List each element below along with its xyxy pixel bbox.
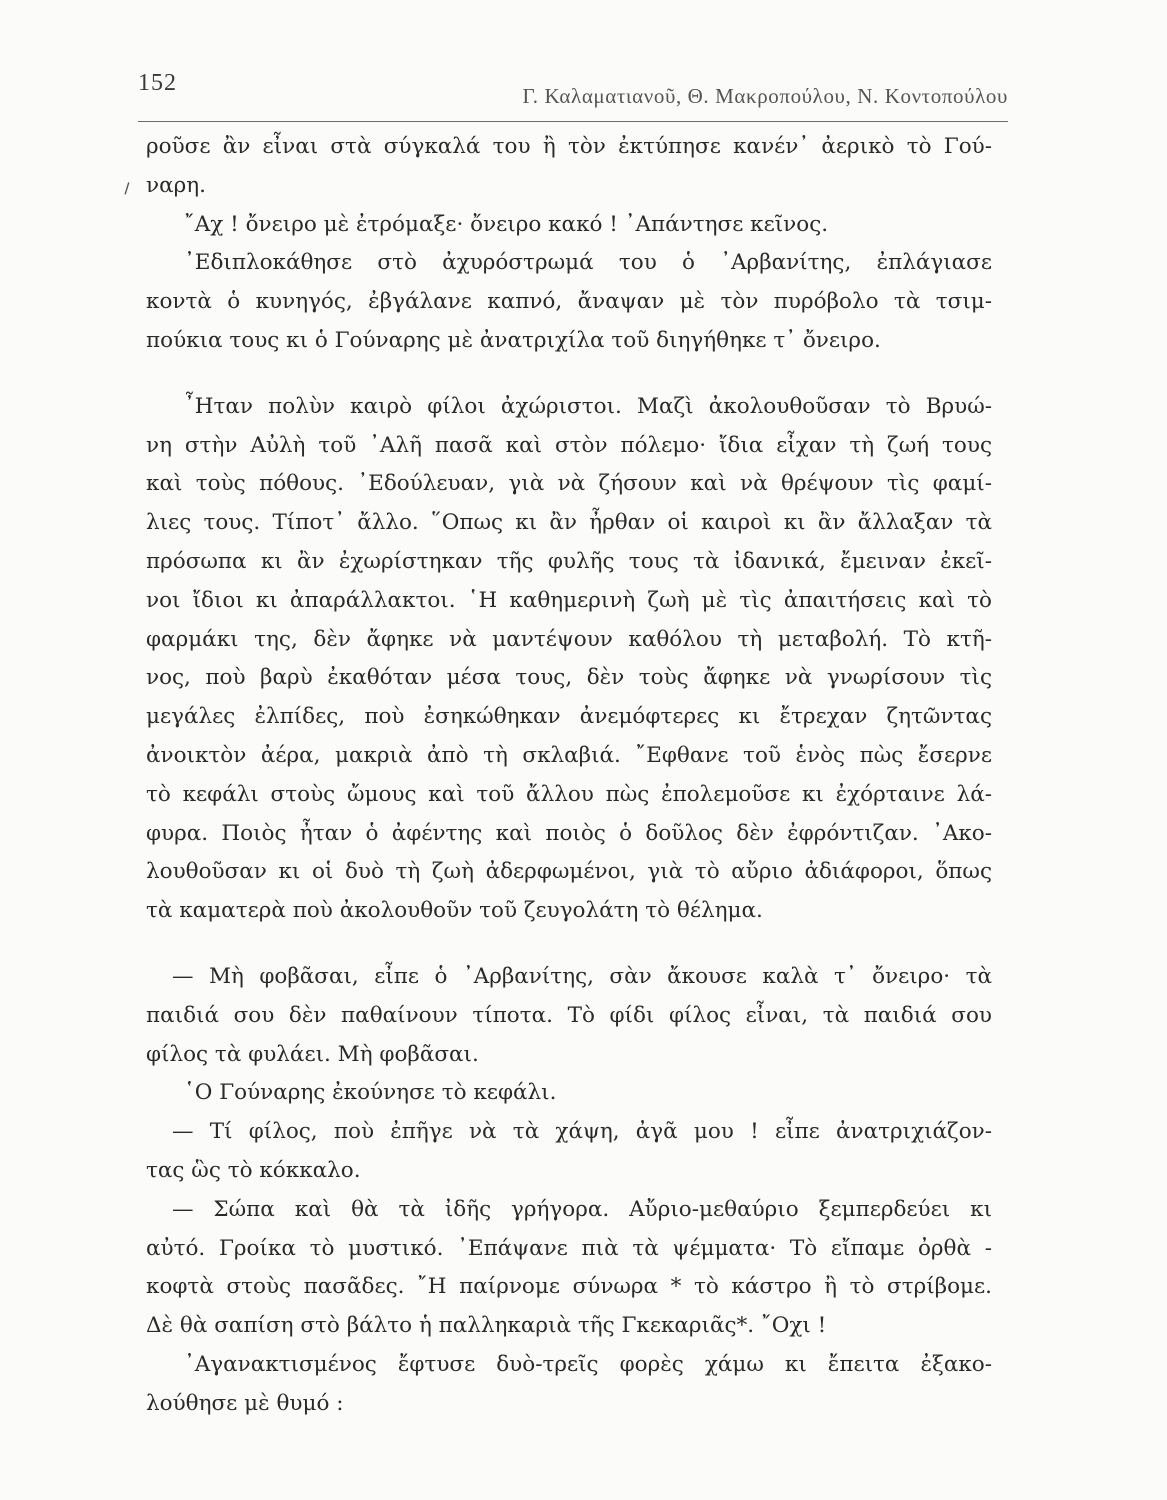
text-line: μεγάλες ἐλπίδες, ποὺ ἐσηκώθηκαν ἀνεμόφτερες κι ἔτρεχαν ζητῶντας xyxy=(146,704,992,730)
margin-pencil-mark: ⸝ xyxy=(111,167,137,200)
text-line: πρόσωπα κι ἂν ἐχωρίστηκαν τῆς φυλῆς τους τὰ ἰδανικά, ἔμειναν ἐκεῖ- xyxy=(146,548,992,574)
text-line: τὸ κεφάλι στοὺς ὤμους καὶ τοῦ ἄλλου πὼς ἐπολεμοῦσε κι ἐχόρταινε λά- xyxy=(146,781,992,807)
text-line: λιες τους. Τίποτ᾽ ἄλλο. ῞Οπως κι ἂν ἦρθαν οἱ καιροὶ κι ἂν ἄλλαξαν τὰ xyxy=(146,510,992,536)
paragraph-gap xyxy=(146,361,992,388)
running-title: Γ. Καλαματιανοῦ, Θ. Μακροπούλου, Ν. Κοντοπούλου xyxy=(522,84,1008,108)
text-line: καὶ τοὺς πόθους. ᾽Εδούλευαν, γιὰ νὰ ζήσουν καὶ νὰ θρέψουν τὶς φαμί- xyxy=(146,471,992,497)
text-line: — Τί φίλος, ποὺ ἐπῆγε νὰ τὰ χάψη, ἀγᾶ μου ! εἶπε ἀνατριχιάζον- xyxy=(172,1119,992,1145)
text-line: τας ὣς τὸ κόκκαλο. xyxy=(146,1157,361,1183)
text-line: λούθησε μὲ θυμό : xyxy=(146,1390,344,1416)
text-line: νοι ἴδιοι κι ἀπαράλλακτοι. ῾Η καθημερινὴ ζωὴ μὲ τὶς ἀπαιτήσεις καὶ τὸ xyxy=(146,587,992,613)
text-line: νη στὴν Αὐλὴ τοῦ ᾽Αλῆ πασᾶ καὶ στὸν πόλεμο· ἴδια εἶχαν τὴ ζωή τους xyxy=(146,432,992,458)
paragraph-gap xyxy=(146,931,992,958)
text-line: παιδιά σου δὲν παθαίνουν τίποτα. Τὸ φίδι φίλος εἶναι, τὰ παιδιά σου xyxy=(146,1002,992,1028)
page-header xyxy=(138,64,1008,108)
page-number: 152 xyxy=(138,70,177,96)
text-line: ῾Ο Γούναρης ἐκούνησε τὸ κεφάλι. xyxy=(184,1080,557,1106)
text-line: νος, ποὺ βαρὺ ἐκαθόταν μέσα τους, δὲν τοὺς ἄφηκε νὰ γνωρίσουν τὶς xyxy=(146,665,992,691)
text-line: ροῦσε ἂν εἶναι στὰ σύγκαλά του ἢ τὸν ἐκτύπησε κανέν᾽ ἀερικὸ τὸ Γού- xyxy=(146,134,992,159)
header-rule xyxy=(138,121,1008,122)
text-line: πούκια τους κι ὁ Γούναρης μὲ ἀνατριχίλα τοῦ διηγήθηκε τ᾽ ὄνειρο. xyxy=(146,327,881,353)
text-line: — Μὴ φοβᾶσαι, εἶπε ὁ ᾽Αρβανίτης, σὰν ἄκουσε καλὰ τ᾽ ὄνειρο· τὰ xyxy=(172,963,992,989)
text-line: ναρη. xyxy=(146,172,206,198)
text-line: λουθοῦσαν κι οἱ δυὸ τὴ ζωὴ ἀδερφωμένοι, γιὰ τὸ αὔριο ἀδιάφοροι, ὅπως xyxy=(146,859,992,885)
text-line: αὐτό. Γροίκα τὸ μυστικό. ᾽Επάψανε πιὰ τὰ ψέμματα· Τὸ εἴπαμε ὀρθὰ - xyxy=(146,1235,992,1261)
text-line: ῏Ηταν πολὺν καιρὸ φίλοι ἀχώριστοι. Μαζὶ ἀκολουθοῦσαν τὸ Βρυώ- xyxy=(184,393,992,419)
text-line: τὰ καματερὰ ποὺ ἀκολουθοῦν τοῦ ζευγολάτη τὸ θέλημα. xyxy=(146,898,763,924)
text-line: ᾽Αγανακτισμένος ἔφτυσε δυὸ-τρεῖς φορὲς χάμω κι ἔπειτα ἐξακο- xyxy=(184,1351,992,1377)
body-text xyxy=(146,128,992,1424)
text-line: — Σώπα καὶ θὰ τὰ ἰδῆς γρήγορα. Αὔριο-μεθαύριο ξεμπερδεύει κι xyxy=(172,1196,992,1222)
text-line: Δὲ θὰ σαπίση στὸ βάλτο ἡ παλληκαριὰ τῆς Γκεκαριᾶς*. ῎Οχι ! xyxy=(146,1313,827,1339)
text-line: κοντὰ ὁ κυνηγός, ἐβγάλανε καπνό, ἄναψαν μὲ τὸν πυρόβολο τὰ τσιμ- xyxy=(146,289,992,315)
text-line: ἀνοικτὸν ἀέρα, μακριὰ ἀπὸ τὴ σκλαβιά. ῎Εφθανε τοῦ ἑνὸς πὼς ἔσερνε xyxy=(146,742,992,768)
text-line: φαρμάκι της, δὲν ἄφηκε νὰ μαντέψουν καθόλου τὴ μεταβολή. Τὸ κτῆ- xyxy=(146,626,992,652)
text-line: φυρα. Ποιὸς ἦταν ὁ ἀφέντης καὶ ποιὸς ὁ δοῦλος δὲν ἐφρόντιζαν. ᾽Ακο- xyxy=(146,820,992,846)
text-line: ᾽Εδιπλοκάθησε στὸ ἀχυρόστρωμά του ὁ ᾽Αρβανίτης, ἐπλάγιασε xyxy=(184,250,992,276)
text-line: ῎Αχ ! ὄνειρο μὲ ἐτρόμαξε· ὄνειρο κακό ! ᾽Απάντησε κεῖνος. xyxy=(184,211,829,237)
text-line: κοφτὰ στοὺς πασᾶδες. ῎Η παίρνομε σύνωρα * τὸ κάστρο ἢ τὸ στρίβομε. xyxy=(146,1274,992,1300)
text-line: φίλος τὰ φυλάει. Μὴ φοβᾶσαι. xyxy=(146,1041,479,1067)
